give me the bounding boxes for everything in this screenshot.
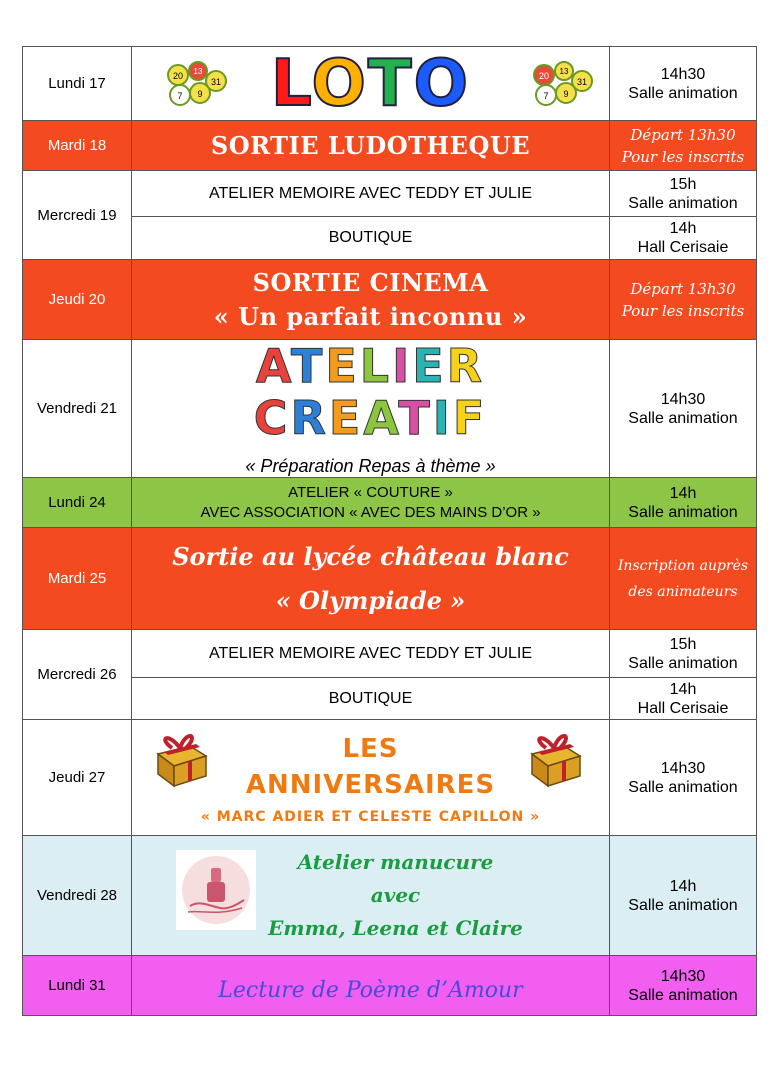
row-mercredi-19-b	[23, 217, 757, 260]
location: Salle animation	[628, 84, 738, 102]
row-mardi-18	[23, 121, 757, 171]
day-cell: Jeudi 20	[23, 260, 132, 340]
row-lundi-31	[23, 956, 757, 1016]
row-jeudi-27	[23, 720, 757, 836]
location: Salle animation	[628, 503, 738, 521]
activity-title-cell	[132, 478, 610, 528]
title-letter: E	[325, 339, 360, 393]
title-letter: C	[253, 391, 291, 445]
time: 14h	[669, 680, 697, 698]
title-letter: I	[392, 339, 413, 393]
time: 14h30	[660, 759, 706, 777]
ball-number: 7	[543, 91, 549, 101]
time-location-cell	[610, 720, 757, 836]
time-location-cell	[610, 630, 757, 678]
departure: Départ 13h30	[630, 279, 736, 298]
location: Salle animation	[628, 896, 738, 914]
nail-polish-icon	[176, 850, 256, 930]
ball-number: 9	[197, 89, 203, 99]
activity-title: Atelier manucure	[297, 850, 494, 874]
row-mercredi-26-b	[23, 678, 757, 720]
location: Hall Cerisaie	[637, 699, 729, 717]
activity-title: BOUTIQUE	[132, 217, 610, 260]
time: 15h	[669, 635, 697, 653]
title-letter: O	[311, 46, 368, 121]
title-letter: A	[363, 391, 399, 445]
registration-note-2: des animateurs	[628, 583, 738, 600]
time: 14h	[669, 220, 697, 237]
activity-title-cell	[132, 340, 610, 478]
day-cell: Lundi 17	[23, 47, 132, 121]
day-cell: Mercredi 19	[23, 171, 132, 260]
time-location-cell	[610, 47, 757, 121]
activity-title-cell	[132, 720, 610, 836]
time-location-cell	[610, 678, 757, 720]
activity-subtitle: « Olympiade »	[275, 585, 466, 615]
activity-title: BOUTIQUE	[132, 678, 610, 720]
title-letter: A	[255, 339, 291, 393]
ball-number: 31	[576, 77, 588, 87]
location: Salle animation	[628, 654, 738, 672]
time-location-cell	[610, 171, 757, 217]
day-cell: Lundi 31	[23, 956, 132, 1016]
time: 15h	[669, 175, 697, 193]
time-location-cell	[610, 956, 757, 1016]
title-letter: T	[398, 391, 433, 445]
day-cell: Mardi 18	[23, 121, 132, 171]
time-location-cell	[610, 478, 757, 528]
title-letter: T	[367, 46, 414, 121]
gift-box-icon	[150, 728, 212, 790]
time: 14h30	[660, 65, 706, 83]
title-letter: F	[452, 391, 488, 445]
row-jeudi-20	[23, 260, 757, 340]
ball-number: 13	[559, 67, 569, 76]
time-location-cell	[610, 121, 757, 171]
location: Hall Cerisaie	[637, 239, 729, 256]
lotto-balls-icon	[164, 59, 228, 109]
activity-title: LES	[342, 733, 399, 764]
day-cell: Mercredi 26	[23, 630, 132, 720]
row-mardi-25	[23, 528, 757, 630]
time: 14h30	[660, 967, 706, 985]
title-letter: L	[271, 46, 312, 121]
gift-box-icon	[524, 728, 586, 790]
activity-title: ATELIER « COUTURE »	[288, 483, 453, 501]
time-location-cell	[610, 217, 757, 260]
time: 14h	[669, 484, 697, 502]
day-cell: Lundi 24	[23, 478, 132, 528]
title-letter: L	[359, 339, 393, 393]
time: 14h30	[660, 390, 706, 408]
activity-schedule-table	[22, 46, 757, 1016]
row-lundi-17	[23, 47, 757, 121]
title-letter: E	[412, 339, 447, 393]
activity-subtitle: « MARC ADIER ET CELESTE CAPILLON »	[200, 808, 541, 825]
activity-title-cell	[132, 528, 610, 630]
row-vendredi-21	[23, 340, 757, 478]
activity-title-cell	[132, 836, 610, 956]
registration-note: Pour les inscrits	[621, 147, 745, 166]
title-letter: R	[446, 339, 486, 393]
ball-number: 31	[210, 77, 222, 87]
activity-title: ATELIER MEMOIRE AVEC TEDDY ET JULIE	[132, 630, 610, 678]
location: Salle animation	[628, 409, 738, 427]
title-letter: O	[413, 46, 470, 121]
activity-title: Lecture de Poème d’Amour	[132, 956, 610, 1016]
row-mercredi-26-a	[23, 630, 757, 678]
day-cell: Jeudi 27	[23, 720, 132, 836]
ball-number: 9	[563, 89, 569, 99]
row-mercredi-19-a	[23, 171, 757, 217]
activity-title-cell	[132, 260, 610, 340]
title-letter: T	[290, 339, 326, 393]
ball-number: 20	[538, 71, 550, 81]
ball-number: 13	[193, 67, 203, 76]
registration-note: Pour les inscrits	[621, 301, 745, 320]
atelier-creatif-title	[132, 340, 609, 444]
title-letter: E	[328, 391, 364, 445]
ball-number: 20	[172, 71, 184, 81]
location: Salle animation	[628, 986, 738, 1004]
activity-title: Sortie au lycée château blanc	[172, 541, 569, 571]
departure: Départ 13h30	[630, 125, 736, 144]
registration-note: Inscription auprès	[617, 557, 749, 574]
activity-title: ATELIER MEMOIRE AVEC TEDDY ET JULIE	[132, 171, 610, 217]
row-vendredi-28	[23, 836, 757, 956]
day-cell: Vendredi 21	[23, 340, 132, 478]
ball-number: 7	[177, 91, 183, 101]
lotto-balls-icon	[530, 59, 594, 109]
activity-hosts: Emma, Leena et Claire	[268, 916, 523, 940]
day-cell: Vendredi 28	[23, 836, 132, 956]
title-letter: I	[432, 391, 453, 445]
time-location-cell	[610, 260, 757, 340]
time-location-cell	[610, 836, 757, 956]
time-location-cell	[610, 340, 757, 478]
day-cell: Mardi 25	[23, 528, 132, 630]
location: Salle animation	[628, 778, 738, 796]
time: 14h	[669, 877, 697, 895]
activity-title: SORTIE LUDOTHEQUE	[132, 121, 610, 171]
activity-subtitle: AVEC ASSOCIATION « AVEC DES MAINS D’OR »	[200, 503, 541, 521]
location: Salle animation	[628, 194, 738, 212]
movie-title: « Un parfait inconnu »	[213, 301, 528, 331]
activity-title: SORTIE CINEMA	[252, 267, 489, 297]
activity-subtitle: « Préparation Repas à thème »	[245, 456, 496, 476]
activity-title-2: ANNIVERSAIRES	[245, 769, 496, 800]
row-lundi-24	[23, 478, 757, 528]
time-location-cell	[610, 528, 757, 630]
activity-with: avec	[370, 883, 421, 907]
loto-cell	[132, 47, 610, 121]
title-letter: R	[290, 391, 329, 445]
